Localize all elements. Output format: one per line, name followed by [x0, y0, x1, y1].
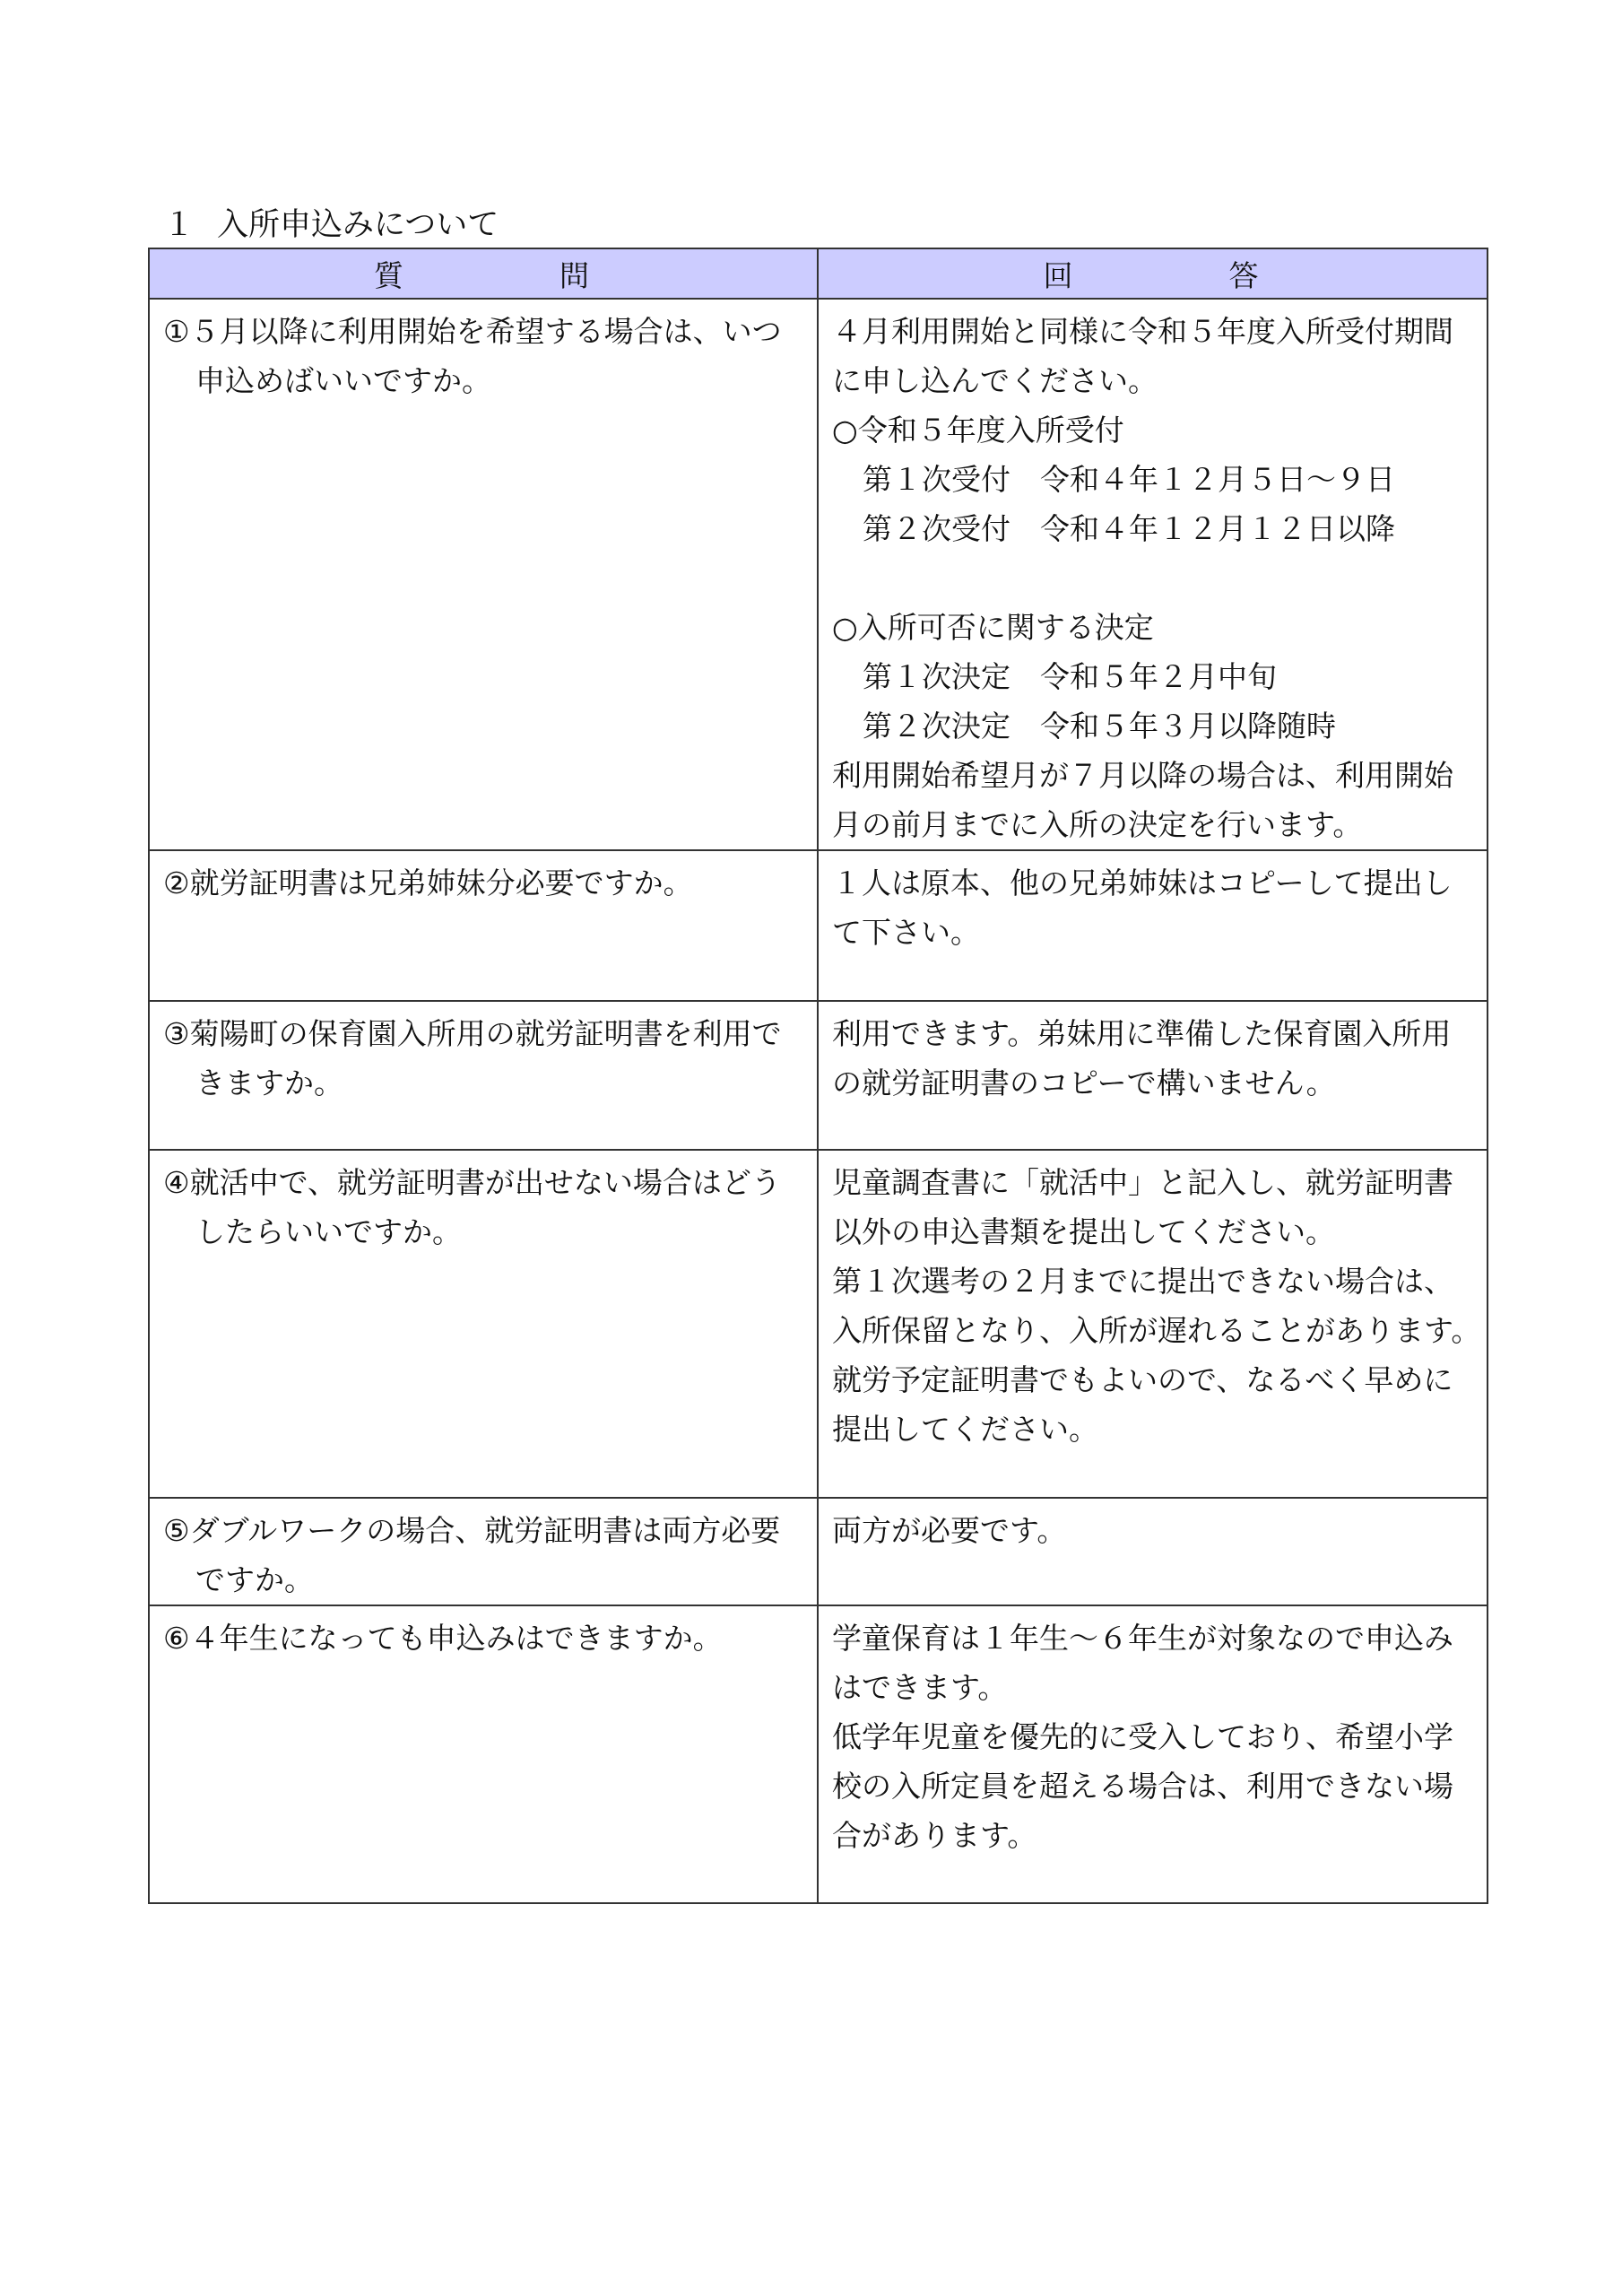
- question-cell: ⑤ダブルワークの場合、就労証明書は両方必要 ですか。: [149, 1498, 818, 1605]
- qa-table: [148, 248, 1488, 1904]
- section-title: [163, 203, 499, 248]
- table-row: [149, 1498, 1488, 1605]
- question-cell: ④就活中で、就労証明書が出せない場合はどう したらいいですか。: [149, 1150, 818, 1498]
- table-row: [149, 1001, 1488, 1150]
- table-row: [149, 1605, 1488, 1903]
- question-cell: ①５月以降に利用開始を希望する場合は、いつ 申込めばいいですか。: [149, 299, 818, 850]
- table-row: [149, 850, 1488, 1001]
- answer-cell: 両方が必要です。: [818, 1498, 1488, 1605]
- section-number: １: [163, 207, 195, 243]
- question-cell: ③菊陽町の保育園入所用の就労証明書を利用で きますか。: [149, 1001, 818, 1150]
- table-header-row: [149, 248, 1488, 299]
- answer-cell: ４月利用開始と同様に令和５年度入所受付期間 に申し込んでください。 ○令和５年度入所受付 第１次受付 令和４年１２月５日～９日 第２次受付 令和４年１２月１２日以降 ○入所可否に関する決定 第１次決定 令和５年２月中旬 第２次決定 令和５年３月以降随時 利用開始希望月が７月以降の場合は、利用開始 月の前月までに入所の決定を行います。: [818, 299, 1488, 850]
- section-heading: 入所申込みについて: [217, 207, 499, 243]
- table-row: [149, 1150, 1488, 1498]
- answer-cell: 児童調査書に「就活中」と記入し、就労証明書 以外の申込書類を提出してください。 第１次選考の２月までに提出できない場合は、 入所保留となり、入所が遅れることがあります。 就労予定証明書でもよいので、なるべく早めに 提出してください。: [818, 1150, 1488, 1498]
- answer-cell: 利用できます。弟妹用に準備した保育園入所用 の就労証明書のコピーで構いません。: [818, 1001, 1488, 1150]
- header-answer: 回 答: [818, 248, 1488, 299]
- answer-cell: 学童保育は１年生～６年生が対象なので申込み はできます。 低学年児童を優先的に受入しており、希望小学 校の入所定員を超える場合は、利用できない場 合があります。: [818, 1605, 1488, 1903]
- question-cell: ②就労証明書は兄弟姉妹分必要ですか。: [149, 850, 818, 1001]
- table-row: [149, 299, 1488, 850]
- answer-cell: １人は原本、他の兄弟姉妹はコピーして提出し て下さい。: [818, 850, 1488, 1001]
- header-question: 質 問: [149, 248, 818, 299]
- question-cell: ⑥４年生になっても申込みはできますか。: [149, 1605, 818, 1903]
